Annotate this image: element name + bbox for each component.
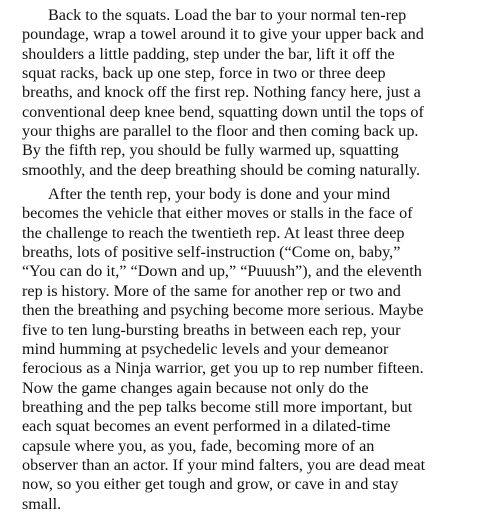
text-line: five to ten lung-bursting breaths in between each rep, your: [22, 320, 401, 339]
text-line: your thighs are parallel to the floor and then coming back up.: [22, 122, 419, 141]
text-line: rep is history. More of the same for another rep or two and: [22, 281, 401, 300]
text-line: becomes the vehicle that either moves or stalls in the face of: [22, 204, 413, 223]
text-line: ferocious as a Ninja warrior, get you up to rep number fifteen.: [22, 359, 424, 378]
text-line: breaths, lots of positive self-instruction (“Come on, baby,”: [22, 243, 401, 262]
paragraph-squats-intro: [22, 6, 475, 180]
text-line: smoothly, and the deep breathing should be coming naturally.: [22, 160, 420, 179]
text-line: observer than an actor. If your mind falters, you are dead meat: [22, 455, 426, 474]
text-line: poundage, wrap a towel around it to give your upper back and: [22, 25, 424, 44]
text-line: small.: [22, 494, 62, 513]
text-line: “You can do it,” “Down and up,” “Puuush”), and the eleventh: [22, 262, 422, 281]
text-line: now, so you either get tough and grow, or cave in and stay: [22, 475, 399, 494]
text-line: After the tenth rep, your body is done and your mind: [48, 185, 391, 204]
paragraph-tenth-rep: [22, 185, 475, 514]
text-line: conventional deep knee bend, squatting down until the tops of: [22, 102, 424, 121]
text-line: By the fifth rep, you should be fully warmed up, squatting: [22, 141, 399, 160]
text-line: Back to the squats. Load the bar to your normal ten-rep: [48, 6, 407, 24]
text-line: capsule where you, as you, fade, becoming more of an: [22, 436, 375, 455]
text-line: mind humming at psychedelic levels and your demeanor: [22, 339, 389, 358]
text-line: the challenge to reach the twentieth rep. At least three deep: [22, 223, 405, 242]
text-line: breaths, and knock off the first rep. Nothing fancy here, just a: [22, 83, 421, 102]
text-line: each squat becomes an event performed in a dilated-time: [22, 417, 391, 436]
text-line: then the breathing and psyching become more serious. Maybe: [22, 301, 424, 320]
text-line: squat racks, back up one step, force in two or three deep: [22, 64, 386, 83]
text-line: Now the game changes again because not only do the: [22, 378, 369, 397]
text-line: shoulders a little padding, step under the bar, lift it off the: [22, 44, 395, 63]
text-line: breathing and the pep talks become still more important, but: [22, 397, 413, 416]
